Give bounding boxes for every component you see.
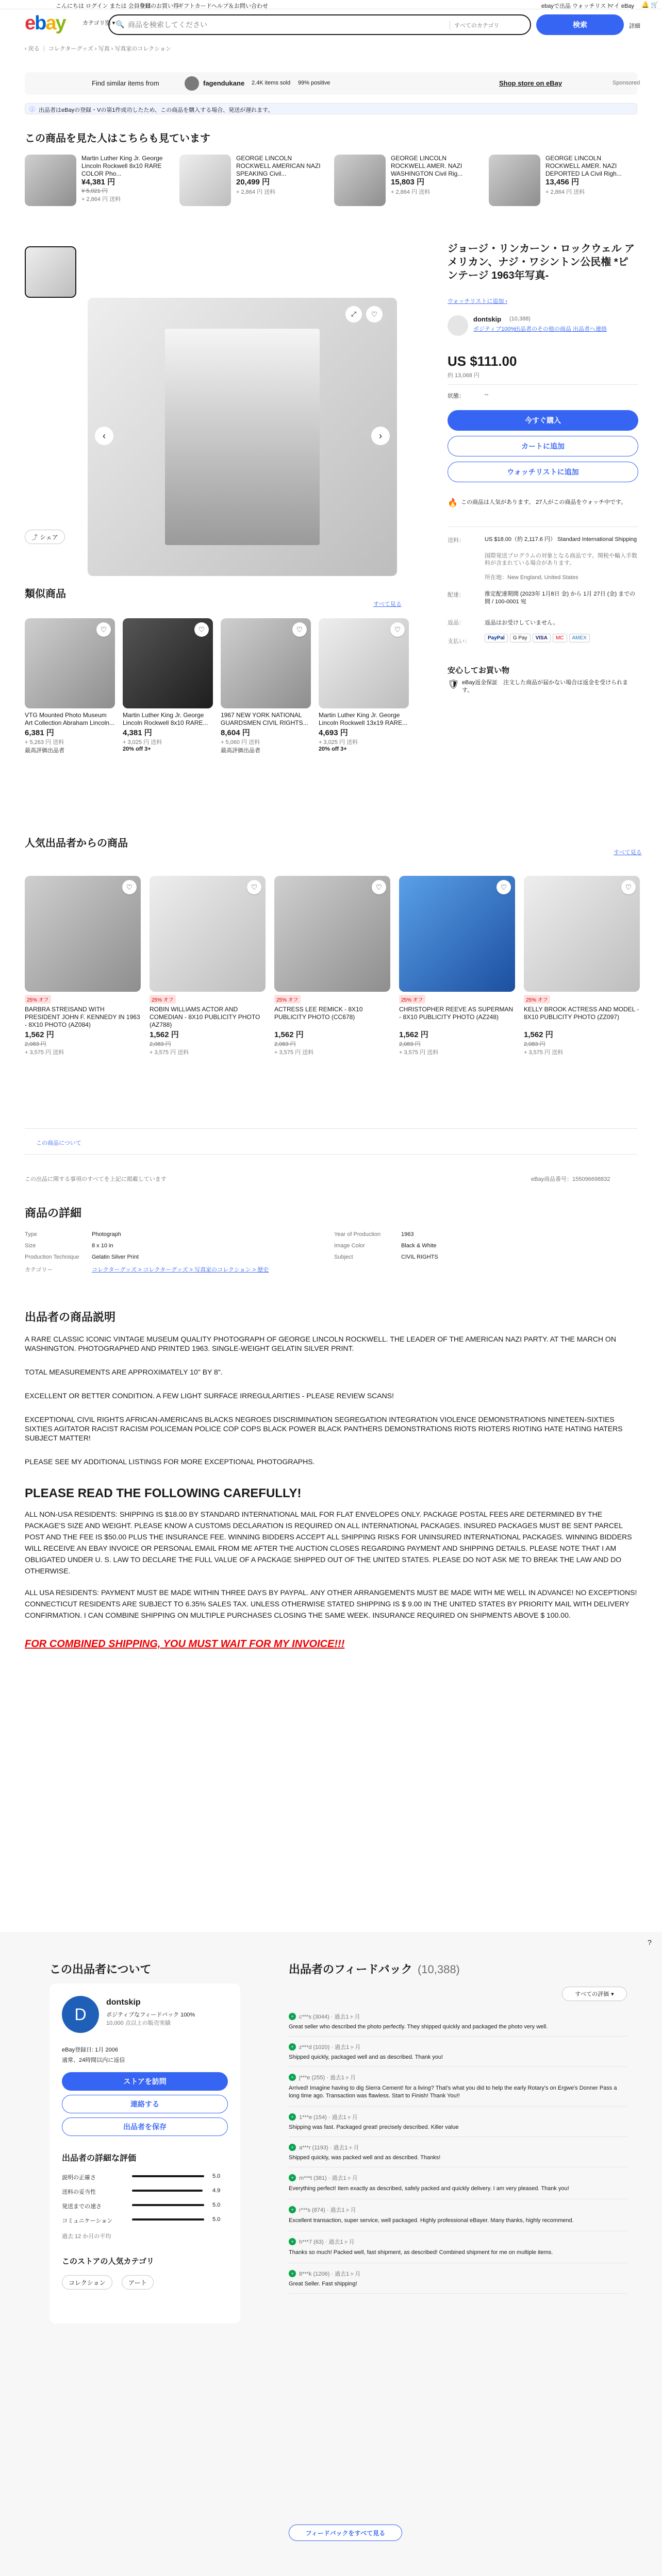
item-image[interactable] <box>150 876 266 992</box>
item-title[interactable]: Martin Luther King Jr. George Lincoln Rockwell 8x10 RARE COLOR Pho... <box>81 155 163 177</box>
banner-find-text: Find similar items from <box>92 79 159 87</box>
item-price: ¥4,381 円 <box>81 178 115 187</box>
item-meta-left: この出品に関する事項のすべてを上記に掲載しています <box>25 1176 167 1182</box>
positive-icon: + <box>289 2013 296 2020</box>
feedback-meta: c***s (3044) · 過去1ヶ月 <box>299 2014 360 2020</box>
condition-value: -- <box>485 392 489 398</box>
heart-icon[interactable]: ♡ <box>390 622 405 637</box>
tab-about[interactable]: この商品について <box>36 1140 81 1146</box>
desc-paragraph: FOR COMBINED SHIPPING, YOU MUST WAIT FOR MY INVOICE!!! <box>25 1638 345 1650</box>
item-title[interactable]: ROBIN WILLIAMS ACTOR AND COMEDIAN - 8X10 PUBLICITY PHOTO (AZ788) <box>150 1006 260 1028</box>
seller-name[interactable]: dontskip <box>473 315 502 323</box>
seller-positive[interactable]: ポジティブ100% <box>473 326 516 332</box>
item-shipping: + 3,575 円 送料 <box>25 1049 64 1056</box>
rating-bar <box>132 2175 204 2177</box>
info-icon: ⓘ <box>29 107 35 113</box>
feedback-item <box>289 2037 627 2067</box>
spec-value: Black & White <box>401 1243 437 1249</box>
list-item[interactable] <box>274 876 390 1056</box>
returns-label: 返品： <box>448 620 465 626</box>
list-item[interactable] <box>334 155 484 216</box>
item-image[interactable] <box>179 155 231 206</box>
seller-positive: ポジティブなフィードバック 100% <box>106 2012 195 2018</box>
sale-badge: 25% オフ <box>274 995 301 1004</box>
spec-label: Type <box>25 1231 37 1238</box>
advanced-search-link[interactable]: 詳細 <box>629 23 640 29</box>
search-icon: 🔍 <box>115 20 125 28</box>
related-title: 類似商品 <box>25 588 66 600</box>
heart-icon[interactable]: ♡ <box>247 880 261 894</box>
product-price-jpy: 約 13,068 円 <box>448 372 479 379</box>
desc-paragraph: EXCEPTIONAL CIVIL RIGHTS AFRICAN-AMERICANS BLACKS NEGROES DISCRIMINATION SEGREGATION INTEGRATION VIOLENCE DEMONSTRATIONS NINETEEN-SIXTIES SIXTIES AGITATOR RACIST RACISM POLICEMAN POLICE COP COPS BLACK POWER BLACK PANTHERS DEMONSTRATIONS RIOTS RIOTERS RIOTING HATE HATING HATERS SUBJECT MATTER! <box>25 1415 623 1442</box>
item-note: 20% off 3+ <box>123 746 151 752</box>
feedback-meta: a***r (1193) · 過去1ヶ月 <box>299 2145 359 2151</box>
item-image[interactable] <box>221 618 311 708</box>
list-item[interactable] <box>123 618 213 752</box>
page-title: ジョージ・リンカーン・ロックウェル アメリカン、ナジ・ワシントン公民権 *ピンテージ 1963年写真- <box>448 243 635 281</box>
seller-box-title: この出品者について <box>49 1963 152 1976</box>
item-shipping: + 2,864 円 送料 <box>236 189 276 195</box>
item-old-price: 2,083 円 <box>399 1041 421 1047</box>
positive-icon: + <box>289 2113 296 2121</box>
rating-label: 送料の妥当性 <box>62 2189 96 2195</box>
feedback-text: Great Seller. Fast shipping! <box>289 2281 357 2287</box>
item-shipping: + 3,025 円 送料 <box>319 739 358 745</box>
item-old-price: 2,083 円 <box>274 1041 296 1047</box>
shipping-label: 送料： <box>448 537 465 544</box>
spec-value: 8 x 10 in <box>92 1243 113 1249</box>
item-shipping: + 5,060 円 送料 <box>221 739 260 745</box>
banner-sponsored: Sponsored <box>613 80 640 86</box>
heart-icon[interactable]: ♡ <box>292 622 307 637</box>
item-shipping: + 3,025 円 送料 <box>123 739 162 745</box>
share-label: シェア <box>40 533 58 541</box>
feedback-item <box>289 2107 627 2137</box>
help-icon[interactable]: ? <box>648 1938 652 1946</box>
banner-items-sold: 2.4K items sold <box>252 80 291 86</box>
item-price: 8,604 円 <box>221 728 250 737</box>
banner-store-name[interactable]: fagendukane <box>203 79 245 87</box>
rating-label: 説明の正確さ <box>62 2175 96 2181</box>
list-item[interactable] <box>399 876 515 1056</box>
condition-label: 状態： <box>448 393 465 399</box>
item-image[interactable] <box>274 876 390 992</box>
item-price: 15,803 円 <box>391 178 425 187</box>
payment-methods <box>485 634 590 642</box>
chevron-down-icon: ▾ <box>611 1991 614 1997</box>
spec-value: 1963 <box>401 1231 414 1238</box>
fire-icon: 🔥 <box>448 499 458 507</box>
related-see-all[interactable]: すべて見る <box>373 601 402 607</box>
share-button[interactable] <box>25 530 65 544</box>
avatar[interactable]: D <box>62 1996 99 2033</box>
sale-badge: 25% オフ <box>25 995 51 1004</box>
item-price: 1,562 円 <box>524 1030 553 1039</box>
item-shipping: + 3,575 円 送料 <box>524 1049 564 1056</box>
item-shipping: + 3,575 円 送料 <box>150 1049 189 1056</box>
guarantee-text: eBay返金保証 注文した商品が届かない場合は返金を受けられます。 <box>462 680 628 693</box>
positive-icon: + <box>289 2043 296 2050</box>
rating-bar <box>132 2190 203 2192</box>
spec-label: カテゴリー <box>25 1267 53 1273</box>
positive-icon: + <box>289 2270 296 2277</box>
list-item[interactable] <box>489 155 638 216</box>
rating-value: 4.9 <box>212 2188 221 2194</box>
feedback-text: Thanks so much! Packed well, fast shipment, as described! Combined shipment for me on multiple items. <box>289 2249 553 2256</box>
item-price: 6,381 円 <box>25 728 54 737</box>
guarantee-title: 安心してお買い物 <box>448 666 510 675</box>
list-item[interactable] <box>25 876 141 1056</box>
heart-icon[interactable]: ♡ <box>122 880 137 894</box>
search-button[interactable]: 検索 <box>536 14 624 35</box>
desc-paragraph: A RARE CLASSIC ICONIC VINTAGE MUSEUM QUALITY PHOTOGRAPH OF GEORGE LINCOLN ROCKWELL. THE LEADER OF THE AMERICAN NAZI PARTY. AT THE MARCH ON WASHINGTON. PHOTOGRAPHED AND PRINTED 1963. SINGLE-WEIGHT GELATIN SILVER PRINT. <box>25 1335 616 1352</box>
item-image[interactable] <box>334 155 386 206</box>
desc-paragraph: PLEASE SEE MY ADDITIONAL LISTINGS FOR MORE EXCEPTIONAL PHOTOGRAPHS. <box>25 1458 315 1466</box>
list-item[interactable] <box>524 876 640 1056</box>
delivery-text: 推定配達期間 (2023年 1月8日 金) から 1月 27日 (金) までの間 / 100-0001 宛 <box>485 591 636 605</box>
rating-label: 発送までの速さ <box>62 2204 102 2210</box>
item-title[interactable]: KELLY BROOK ACTRESS AND MODEL - 8X10 PUBLICITY PHOTO (ZZ097) <box>524 1006 639 1021</box>
heart-icon[interactable]: ♡ <box>366 306 383 323</box>
feedback-filter-label: すべての評価 <box>575 1991 609 1997</box>
item-image[interactable] <box>123 618 213 708</box>
main-product-image[interactable] <box>88 298 397 576</box>
rating-value: 5.0 <box>212 2173 221 2179</box>
photo-depiction <box>165 329 320 545</box>
item-price: 1,562 円 <box>150 1030 179 1039</box>
item-image[interactable] <box>25 876 141 992</box>
feedback-text: Great seller who described the photo perfectly. They shipped quickly and packaged the photo very well. <box>289 2024 548 2030</box>
similar-top-title: この商品を見た人はこちらも見ています <box>25 133 210 144</box>
item-title[interactable]: CHRISTOPHER REEVE AS SUPERMAN - 8X10 PUBLICITY PHOTO (AZ248) <box>399 1006 514 1021</box>
item-shipping: + 5,263 円 送料 <box>25 739 64 745</box>
specs-title: 商品の詳細 <box>25 1207 82 1219</box>
item-price: 4,381 円 <box>123 728 152 737</box>
amex-icon: AMEX <box>569 634 590 642</box>
seller-name[interactable]: dontskip <box>106 1998 141 2007</box>
feedback-item <box>289 2231 627 2263</box>
seller-links[interactable]: 出品者のその他の商品 出品者へ連絡 <box>515 326 607 332</box>
category-breadcrumb[interactable]: コレクターグッズ > コレクターグッズ > 写真家のコレクション > 歴史 <box>92 1267 269 1273</box>
item-price: 1,562 円 <box>25 1030 54 1039</box>
feedback-meta: z***d (1020) · 過去1ヶ月 <box>299 2044 361 2050</box>
feedback-meta: j***e (255) · 過去1ヶ月 <box>299 2075 356 2081</box>
heart-icon[interactable]: ♡ <box>372 880 386 894</box>
item-note: 20% off 3+ <box>319 746 347 752</box>
positive-icon: + <box>289 2238 296 2245</box>
banner-shop-link[interactable]: Shop store on eBay <box>499 79 562 87</box>
notice-box <box>25 103 637 114</box>
help-link[interactable]: ヘルプ＆お問い合わせ <box>211 3 268 9</box>
visa-icon: VISA <box>533 634 551 642</box>
description-title: 出品者の商品説明 <box>25 1311 116 1324</box>
cart-icon[interactable]: 🛒 <box>651 1 658 8</box>
delivery-label: 配達： <box>448 592 465 598</box>
item-title[interactable]: BARBRA STREISAND WITH PRESIDENT JOHN F. KENNEDY IN 1963 - 8X10 PHOTO (AZ084) <box>25 1006 140 1028</box>
rating-value: 5.0 <box>212 2202 221 2208</box>
sale-badge: 25% オフ <box>399 995 425 1004</box>
desc-paragraph: ALL USA RESIDENTS: PAYMENT MUST BE MADE WITHIN THREE DAYS BY PAYPAL. ANY OTHER ARRANGEMENTS MUST BE MADE WITH ME WELL IN ADVANCE! NO EXCEPTIONS! CONNECTICUT RESIDENTS ARE SUBJECT TO 6.35% SALES TAX. UNLESS OTHERWISE STATED SHIPPING IS $ 9.00 IN THE UNITED STATES BY PRIORITY MAIL WITH DELIVERY CONFIRMATION. I CAN COMBINE SHIPPING ON MULTIPLE PURCHASES CLOSING THE SAME WEEK. INSURANCE REQUIRED ON SHIPMENTS ABOVE $ 100.00. <box>25 1588 637 1619</box>
store-avatar <box>185 76 199 91</box>
spec-label: Year of Production <box>334 1231 381 1238</box>
item-old-price: 2,083 円 <box>150 1041 171 1047</box>
feedback-text: Excellent transaction, super service, well packaged. Highly professional eBayer. Many thanks, highly recommend. <box>289 2217 574 2224</box>
seller-summary <box>448 313 638 340</box>
spec-value: Photograph <box>92 1231 121 1238</box>
sell-link[interactable]: ebayで出品 <box>541 3 571 9</box>
related-carousel <box>25 618 427 754</box>
item-price: 13,456 円 <box>545 178 580 187</box>
heart-icon[interactable]: ♡ <box>621 880 636 894</box>
ratings-title: 出品者の詳細な評価 <box>62 2154 137 2163</box>
save-seller-button[interactable]: 出品者を保存 <box>62 2117 228 2136</box>
rating-bar <box>132 2218 204 2221</box>
item-shipping: + 2,864 円 送料 <box>81 196 121 202</box>
feedback-title <box>289 1961 460 1977</box>
item-title[interactable]: GEORGE LINCOLN ROCKWELL AMER. NAZI DEPORTED LA Civil Righ... <box>545 155 622 177</box>
divider <box>25 1128 637 1129</box>
divider <box>25 1154 637 1155</box>
add-watchlist-link[interactable]: ウォッチリストに追加 › <box>448 298 508 304</box>
rating-value: 5.0 <box>212 2216 221 2223</box>
shipping-text: US $18.00（約 2,117.6 円） Standard International Shipping <box>485 536 637 543</box>
heart-icon[interactable]: ♡ <box>194 622 209 637</box>
returns-text: 返品はお受けしていません。 <box>485 620 559 626</box>
feedback-list <box>289 2006 627 2294</box>
item-image[interactable] <box>25 618 115 708</box>
shipping-detail: 国際発送プログラムの対象となる商品です。関税や輸入手数料が含まれている場合があります。 <box>485 553 638 566</box>
feedback-meta: m***t (381) · 過去1ヶ月 <box>299 2175 358 2181</box>
feedback-item <box>289 2137 627 2167</box>
spec-label: Image Color <box>334 1243 365 1249</box>
categories-title: このストアの人気カテゴリ <box>62 2257 154 2266</box>
shield-icon: 🛡 <box>448 679 459 689</box>
desc-paragraph: ALL NON-USA RESIDENTS: SHIPPING IS $18.00 BY STANDARD INTERNATIONAL MAIL FOR FLAT ENVELOPES ONLY. PACKAGE POSTAL FEES ARE DETERMINED BY THE PACKAGE'S SIZE AND WEIGHT. PLEASE KNOW A CUSTOMS DECLARATION IS REQUIRED ON ALL INTERNATIONAL PACKAGES. INSURED PACKAGES MUST BE SENT PARCEL POST AND THE FEE IS $50.00 PLUS THE INSURANCE FEE. WINNING BIDDERS ACCEPT ALL SHIPPING RISKS FOR UNINSURED INTERNATIONAL PACKAGES. WINNING BIDDERS WILL RECEIVE AN EBAY INVOICE OR PERSONAL EMAIL FROM ME AFTER THE AUCTION CLOSES REGARDING PAYMENT AND SHIPPING DETAILS. PLEASE NOTE THAT I AM OBLIGATED UNDER U. S. LAW TO DECLARE THE FULL VALUE OF A PACKAGE SHIPPED OUT OF THE UNITED STATES. PLEASE DO NOT ASK ME TO BREAK THE LAW AND DO OTHERWISE. <box>25 1510 632 1575</box>
spec-label: Subject <box>334 1254 353 1260</box>
sale-badge: 25% オフ <box>524 995 550 1004</box>
paypal-icon: PayPal <box>485 634 508 642</box>
spec-value: CIVIL RIGHTS <box>401 1254 438 1260</box>
item-price: 20,499 円 <box>236 178 270 187</box>
avatar[interactable] <box>448 315 468 336</box>
feedback-count: (10,388) <box>417 1963 460 1976</box>
item-old-price: 2,083 円 <box>25 1041 46 1047</box>
item-image[interactable] <box>489 155 540 206</box>
positive-icon: + <box>289 2174 296 2181</box>
item-shipping: + 2,864 円 送料 <box>545 189 585 195</box>
item-title[interactable]: GEORGE LINCOLN ROCKWELL AMERICAN NAZI SPEAKING Civil... <box>236 155 321 177</box>
description-body <box>25 1334 637 1657</box>
feedback-title-text: 出品者のフィードバック <box>289 1963 412 1976</box>
item-shipping: + 3,575 円 送料 <box>399 1049 439 1056</box>
divider <box>448 384 638 385</box>
item-image[interactable] <box>524 876 640 992</box>
feedback-meta: 8***k (1206) · 過去1ヶ月 <box>299 2271 361 2277</box>
visit-store-button[interactable]: ストアを訪問 <box>62 2072 228 2091</box>
feedback-meta: r***s (874) · 過去1ヶ月 <box>299 2207 356 2213</box>
gift-cards-link[interactable]: ギフトカード <box>178 3 212 9</box>
feedback-filter[interactable] <box>562 1987 627 2001</box>
spec-value: Gelatin Silver Print <box>92 1254 139 1260</box>
list-item[interactable] <box>150 876 266 1056</box>
breadcrumb[interactable]: ‹ 戻る ｜ コレクターグッズ › 写真 › 写真家のコレクション <box>25 46 171 52</box>
seller-count: (10,388) <box>509 316 531 322</box>
feedback-item <box>289 2167 627 2199</box>
feedback-text: Everything perfect! Item exactly as described, safely packed and quickly delivery. I am very pleased. Thank you! <box>289 2185 569 2192</box>
add-watchlist-button[interactable]: ウォッチリストに追加 <box>448 462 638 482</box>
hot-text: この商品は人気があります。 27人がこの商品をウォッチ中です。 <box>461 499 627 505</box>
share-icon: ⤴ <box>31 533 38 541</box>
list-item[interactable] <box>319 618 409 752</box>
list-item[interactable] <box>25 618 115 754</box>
ebay-logo[interactable]: ebay <box>25 12 65 34</box>
seller-banner <box>25 72 640 95</box>
buy-now-button[interactable]: 今すぐ購入 <box>448 410 638 431</box>
deals-link[interactable]: 今日のお買い得 <box>139 3 179 9</box>
popular-see-all[interactable]: すべて見る <box>614 850 642 856</box>
similar-top-carousel <box>25 155 637 216</box>
contact-seller-button[interactable]: 連絡する <box>62 2095 228 2113</box>
payments-label: 支払い： <box>448 638 470 645</box>
mastercard-icon: MC <box>553 634 567 642</box>
seller-card <box>49 1984 240 2324</box>
top-bar <box>0 0 662 9</box>
rating-label: コミュニケーション <box>62 2218 113 2224</box>
item-price: 1,562 円 <box>399 1030 428 1039</box>
my-ebay-link[interactable]: マイ eBay <box>608 3 634 9</box>
item-shipping: + 3,575 円 送料 <box>274 1049 314 1056</box>
item-price: 4,693 円 <box>319 728 348 737</box>
list-item[interactable] <box>25 155 174 216</box>
positive-icon: + <box>289 2074 296 2081</box>
gpay-icon: G Pay <box>510 634 531 642</box>
spec-label: Size <box>25 1243 36 1249</box>
notice-text: 出品者はeBayの登録・Vの第1件成功したため、この商品を購入する場合、発送が遅れます。 <box>39 107 274 113</box>
product-price: US $111.00 <box>448 353 517 369</box>
spec-label: Production Technique <box>25 1254 79 1260</box>
desc-heading: PLEASE READ THE FOLLOWING CAREFULLY! <box>25 1486 302 1500</box>
feedback-item <box>289 2067 627 2107</box>
item-old-price: 2,083 円 <box>524 1041 545 1047</box>
feedback-meta: h***7 (63) · 過去1ヶ月 <box>299 2239 355 2245</box>
seller-since: eBay登録日: 1月 2006 <box>62 2047 118 2053</box>
item-image[interactable] <box>319 618 409 708</box>
feedback-text: Arrived! Imagine having to dig Sierra Cement! for a living? That's what you did to help the early Rotary's on Ergwe's Donner Pass a long time ago. Transaction was flawless. Start to Finish! Thank You!! <box>289 2085 617 2099</box>
item-note: 最高評価出品者 <box>25 748 64 754</box>
item-title[interactable]: 1967 NEW YORK NATIONAL GUARDSMEN CIVIL RIGHTS... <box>221 711 308 726</box>
greeting-text[interactable]: こんにちは ログイン または 会員登録 <box>56 3 151 9</box>
seller-sold: 10,000 点以上の販売実績 <box>106 2020 171 2026</box>
popular-title: 人気出品者からの商品 <box>25 838 128 849</box>
item-old-price: ¥ 5,021 円 <box>81 188 108 194</box>
category-chip[interactable]: アート <box>122 2275 154 2290</box>
see-all-feedback-button[interactable]: フィードバックをすべて見る <box>289 2524 402 2541</box>
list-item[interactable] <box>221 618 311 754</box>
item-title[interactable]: ACTRESS LEE REMICK - 8X10 PUBLICITY PHOTO (CC678) <box>274 1006 363 1021</box>
item-location: 所在地：New England, United States <box>485 574 578 581</box>
item-title[interactable]: GEORGE LINCOLN ROCKWELL AMER. NAZI WASHINGTON Civil Rig... <box>391 155 463 177</box>
search-category-select[interactable]: すべてのカテゴリ <box>450 21 499 29</box>
item-image[interactable] <box>399 876 515 992</box>
search-input[interactable] <box>128 19 437 31</box>
category-chip[interactable]: コレクション <box>62 2275 112 2290</box>
item-title[interactable]: VTG Mounted Photo Museum Art Collection Abraham Lincoln... <box>25 711 115 726</box>
feedback-text: Shipped quickly, was packed well and as described. Thanks! <box>289 2155 441 2161</box>
thumbnail-1[interactable] <box>25 246 76 298</box>
item-note: 最高評価出品者 <box>221 748 260 754</box>
heart-icon[interactable]: ♡ <box>496 880 511 894</box>
item-price: 1,562 円 <box>274 1030 304 1039</box>
positive-icon: + <box>289 2206 296 2213</box>
category-dropdown[interactable]: カテゴリ別 ▾ <box>82 20 115 26</box>
feedback-item <box>289 2006 627 2037</box>
prev-image-button[interactable]: ‹ <box>95 427 113 445</box>
seller-reply: 通常、24時間以内に返信 <box>62 2057 125 2063</box>
add-to-cart-button[interactable]: カートに追加 <box>448 436 638 456</box>
expand-icon[interactable]: ⤢ <box>345 306 362 323</box>
feedback-text: Shipping was fast. Packaged great! precisely described. Killer value <box>289 2124 459 2130</box>
sale-badge: 25% オフ <box>150 995 176 1004</box>
desc-paragraph: TOTAL MEASUREMENTS ARE APPROXIMATELY 10" BY 8". <box>25 1368 223 1376</box>
popular-carousel <box>25 876 662 1072</box>
bell-icon[interactable]: 🔔 <box>641 1 649 8</box>
search-box <box>108 14 531 35</box>
item-title[interactable]: Martin Luther King Jr. George Lincoln Rockwell 13x19 RARE... <box>319 711 408 726</box>
next-image-button[interactable]: › <box>371 427 390 445</box>
item-image[interactable] <box>25 155 76 206</box>
list-item[interactable] <box>179 155 329 216</box>
feedback-meta: 1***e (154) · 過去1ヶ月 <box>299 2114 358 2121</box>
feedback-text: Shipped quickly, packaged well and as described. Thank you! <box>289 2054 443 2060</box>
ratings-note: 過去 12 か月の平均 <box>62 2233 111 2240</box>
banner-positive: 99% positive <box>298 80 330 86</box>
desc-paragraph: EXCELLENT OR BETTER CONDITION. A FEW LIGHT SURFACE IRREGULARITIES - PLEASE REVIEW SCANS! <box>25 1392 394 1400</box>
rating-bar <box>132 2204 204 2206</box>
feedback-item <box>289 2199 627 2231</box>
positive-icon: + <box>289 2144 296 2151</box>
specs-table <box>25 1231 637 1277</box>
heart-icon[interactable]: ♡ <box>96 622 111 637</box>
feedback-item <box>289 2263 627 2294</box>
watchlist-link[interactable]: ウォッチリスト <box>572 3 612 9</box>
item-number: eBay商品番号：155096698832 <box>531 1176 610 1182</box>
item-shipping: + 2,864 円 送料 <box>391 189 431 195</box>
item-title[interactable]: Martin Luther King Jr. George Lincoln Rockwell 8x10 RARE... <box>123 711 208 726</box>
